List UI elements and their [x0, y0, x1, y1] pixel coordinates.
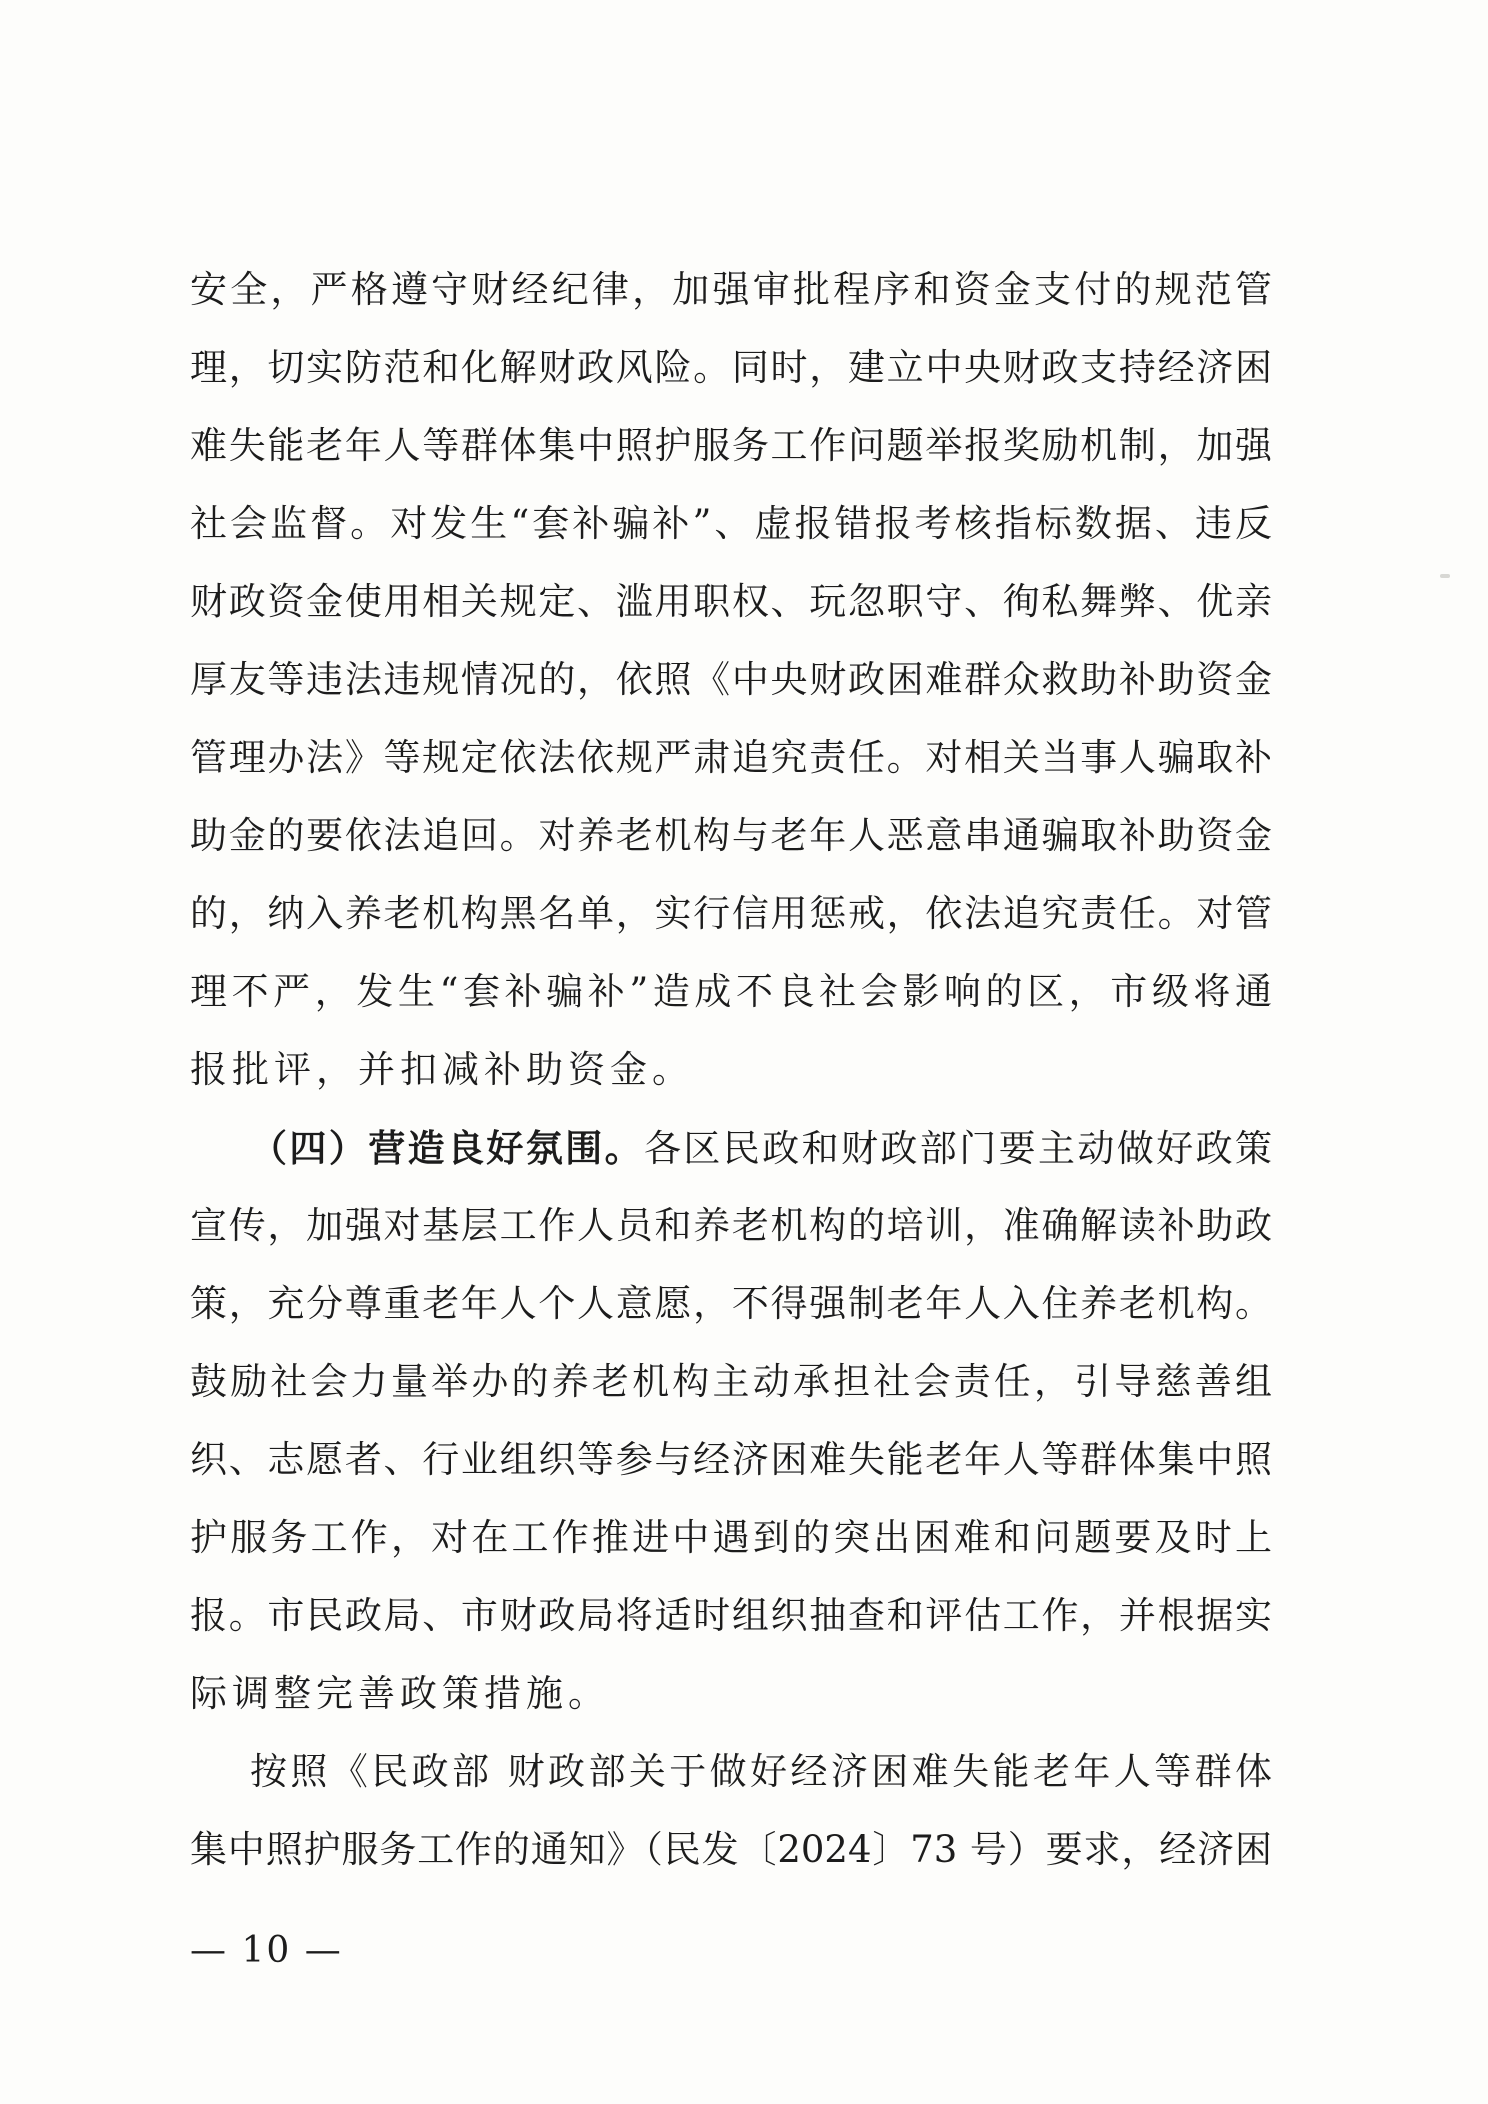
text-line: [0, 1274, 1488, 1334]
paragraph-text: 护服务工作，对在工作推进中遇到的突出困难和问题要及时上: [190, 1516, 1272, 1559]
text-line: [0, 572, 1488, 632]
text-line: [0, 806, 1488, 866]
paragraph-text: 报批评，并扣减补助资金。: [190, 1048, 694, 1091]
text-line: [0, 1196, 1488, 1256]
paragraph-text: 际调整完善政策措施。: [190, 1672, 610, 1715]
paragraph-text: 管理办法》等规定依法依规严肃追究责任。对相关当事人骗取补: [190, 736, 1272, 779]
paragraph-text: 助金的要依法追回。对养老机构与老年人恶意串通骗取补助资金: [190, 814, 1272, 857]
text-line: [0, 1820, 1488, 1880]
text-line: [0, 962, 1488, 1022]
paragraph-text: 宣传，加强对基层工作人员和养老机构的培训，准确解读补助政: [190, 1204, 1272, 1247]
paragraph-text: 难失能老年人等群体集中照护服务工作问题举报奖励机制，加强: [190, 424, 1272, 467]
scan-speck: [1440, 574, 1450, 578]
text-line: [0, 1430, 1488, 1490]
text-line: [0, 1586, 1488, 1646]
paragraph-text: 安全，严格遵守财经纪律，加强审批程序和资金支付的规范管: [190, 268, 1272, 311]
paragraph-text: 理不严，发生“套补骗补”造成不良社会影响的区，市级将通: [190, 970, 1272, 1013]
text-line: [0, 728, 1488, 788]
text-line: [0, 494, 1488, 554]
text-line: [0, 1352, 1488, 1412]
section-heading-line-text: [250, 1118, 1272, 1178]
text-line: [0, 1508, 1488, 1568]
paragraph-text: 的，纳入养老机构黑名单，实行信用惩戒，依法追究责任。对管: [190, 892, 1272, 935]
paragraph-text: 社会监督。对发生“套补骗补”、虚报错报考核指标数据、违反: [190, 502, 1272, 545]
paragraph-text: 各区民政和财政部门要主动做好政策: [644, 1127, 1272, 1170]
paragraph-text: 财政资金使用相关规定、滥用职权、玩忽职守、徇私舞弊、优亲: [190, 580, 1272, 623]
paragraph-text: 织、志愿者、行业组织等参与经济困难失能老年人等群体集中照: [190, 1438, 1272, 1481]
text-line: [0, 416, 1488, 476]
text-line: [0, 884, 1488, 944]
paragraph-text: 策，充分尊重老年人个人意愿，不得强制老年人入住养老机构。: [190, 1282, 1272, 1325]
paragraph-text: 厚友等违法违规情况的，依照《中央财政困难群众救助补助资金: [190, 658, 1272, 701]
section-heading-line: [0, 1118, 1488, 1178]
text-line: [0, 1742, 1488, 1802]
paragraph-text: 报。市民政局、市财政局将适时组织抽查和评估工作，并根据实: [190, 1594, 1272, 1637]
page-number: — 10 —: [190, 1930, 343, 1971]
text-line: [0, 338, 1488, 398]
section-heading: （四）营造良好氛围。: [250, 1126, 644, 1170]
text-line: [0, 1664, 1488, 1724]
paragraph-text: 集中照护服务工作的通知》（民发〔2024〕73 号）要求，经济困: [190, 1828, 1272, 1871]
text-line: [0, 1040, 1488, 1100]
text-line: [0, 650, 1488, 710]
paragraph-text: 按照《民政部 财政部关于做好经济困难失能老年人等群体: [250, 1750, 1272, 1793]
paragraph-text: 鼓励社会力量举办的养老机构主动承担社会责任，引导慈善组: [190, 1360, 1272, 1403]
text-line: [0, 260, 1488, 320]
paragraph-text: 理，切实防范和化解财政风险。同时，建立中央财政支持经济困: [190, 346, 1272, 389]
